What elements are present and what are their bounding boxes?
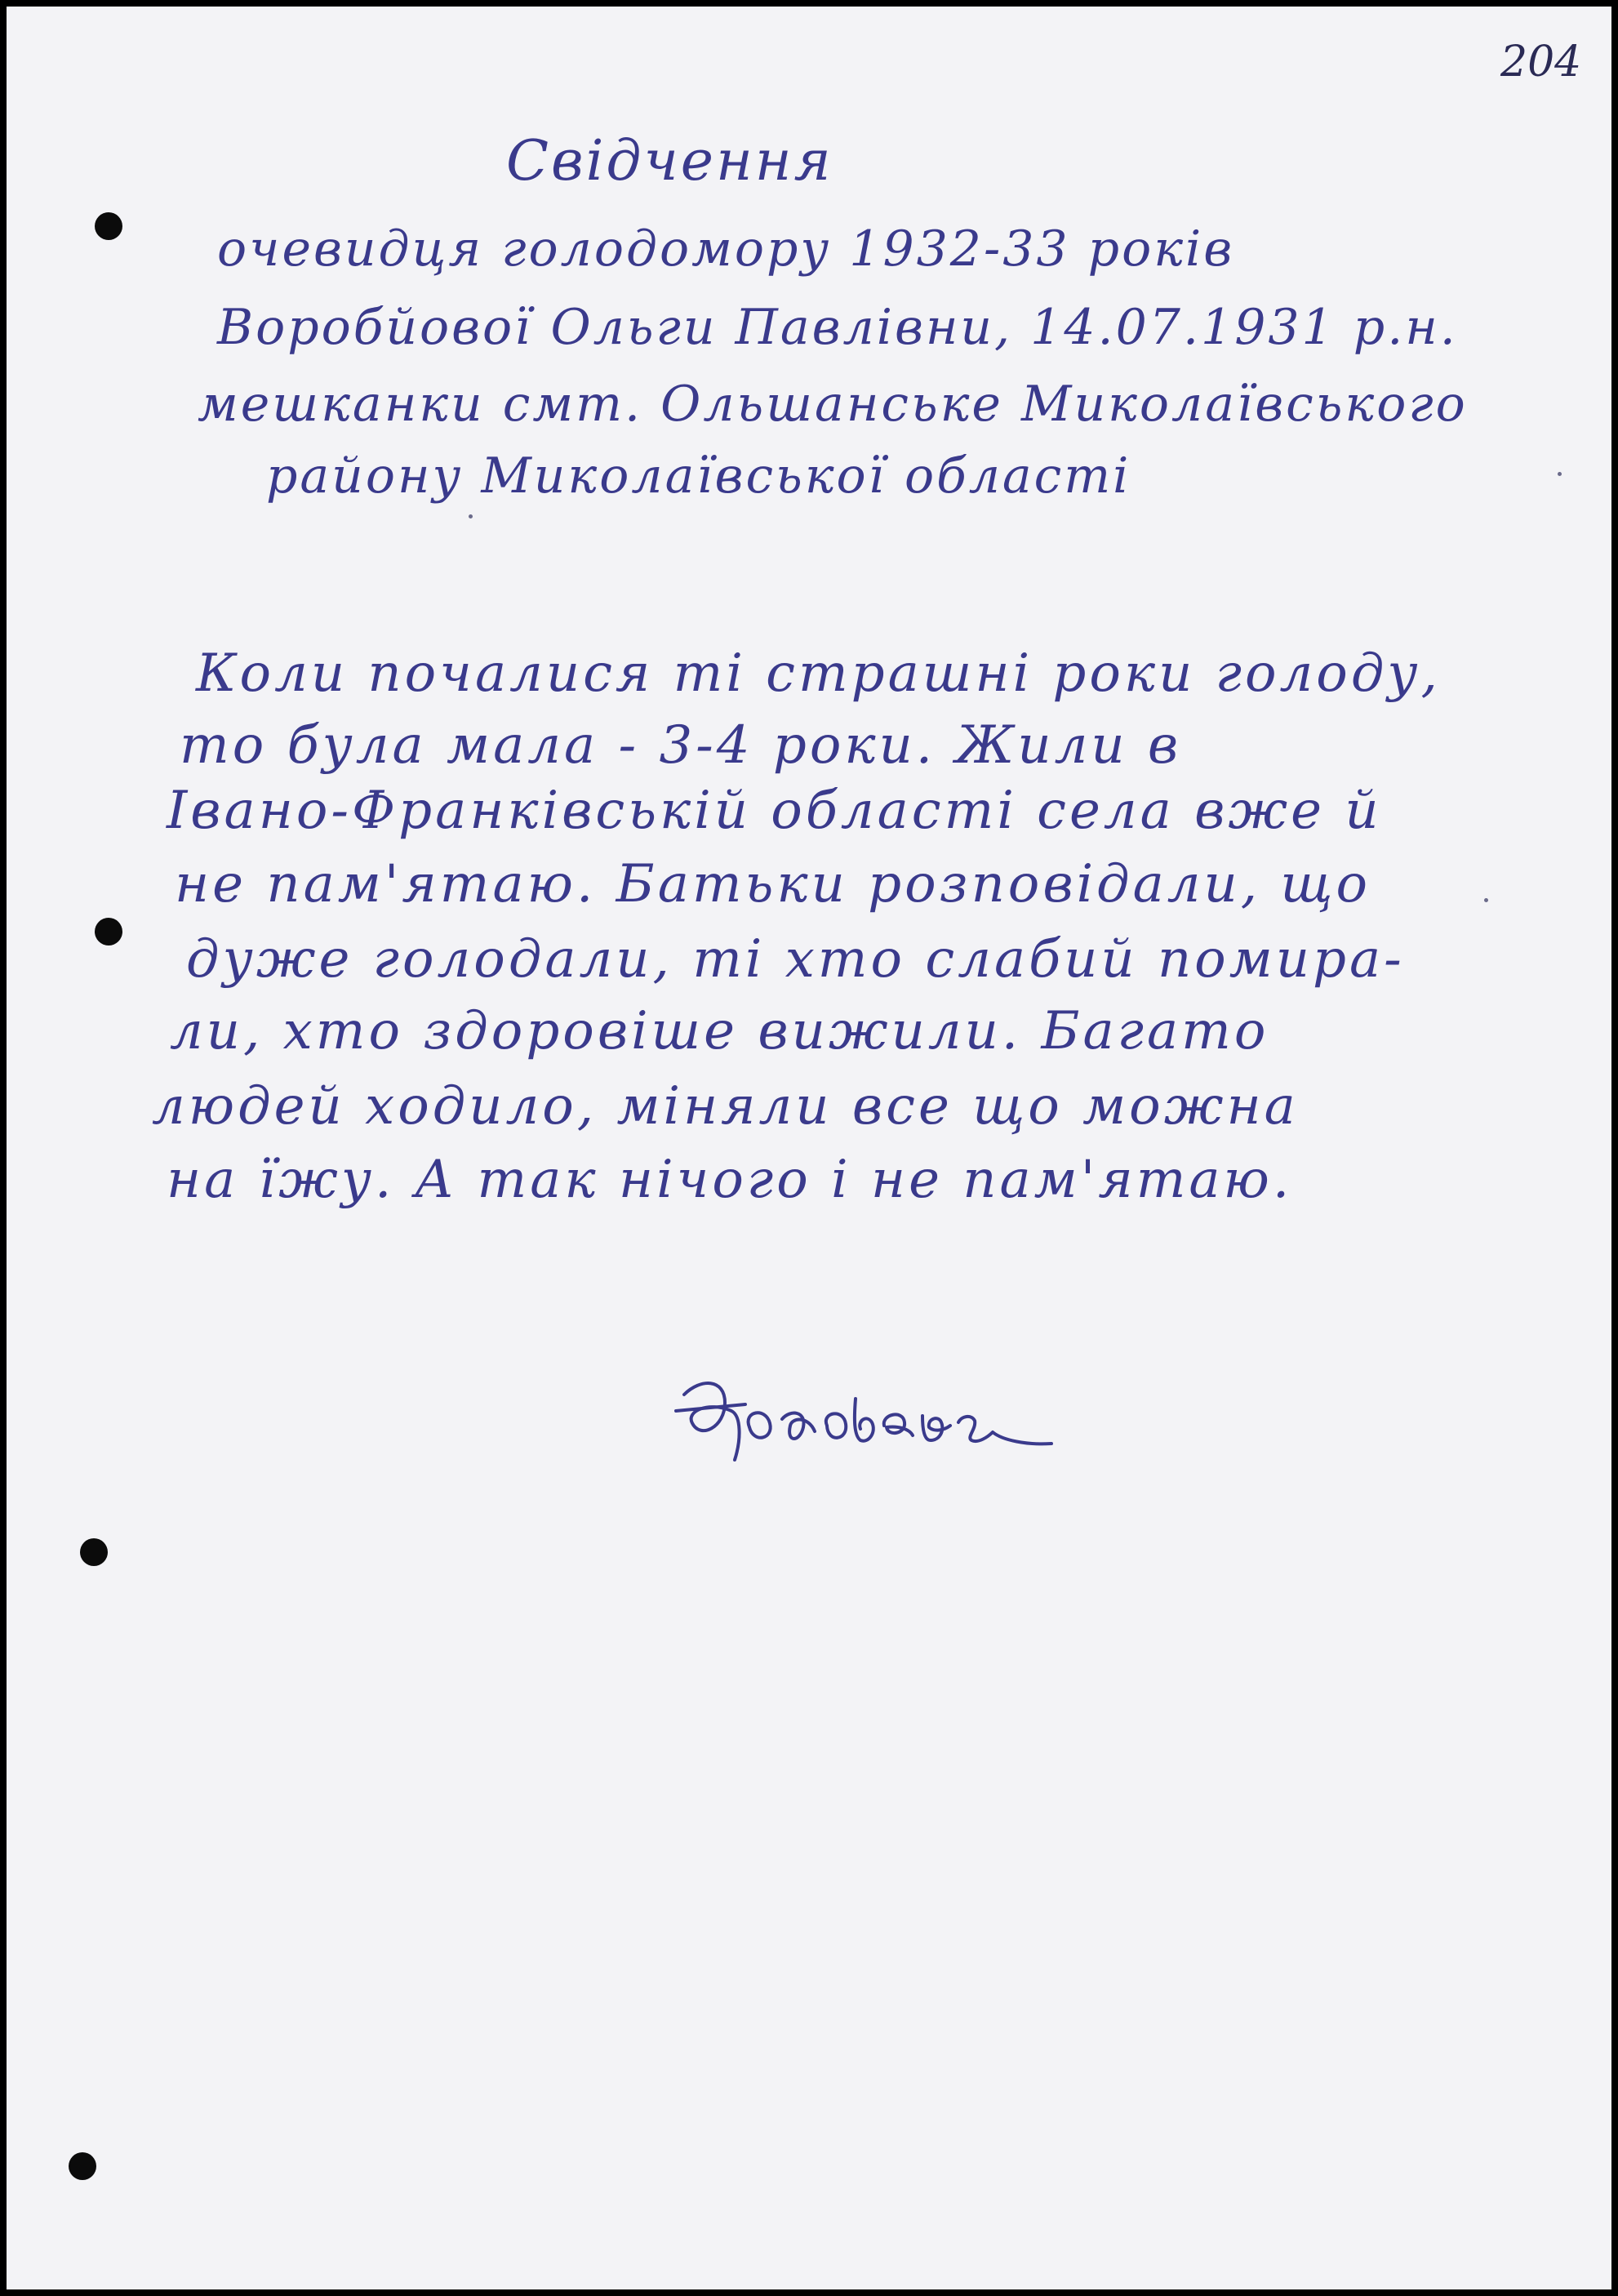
paper-speck — [469, 514, 473, 518]
body-line: людей ходило, міняли все що можна — [152, 1076, 1299, 1137]
header-line: очевидця голодомору 1932-33 років — [217, 220, 1235, 278]
punch-hole — [80, 1538, 108, 1566]
body-line: дуже голодали, ті хто слабий помира- — [186, 929, 1405, 990]
body-line: то була мала - 3-4 роки. Жили в — [180, 715, 1182, 776]
punch-hole — [95, 212, 122, 240]
signature — [668, 1362, 1060, 1484]
header-line: мешканки смт. Ольшанське Миколаївського — [198, 376, 1468, 433]
page-number: 204 — [1500, 38, 1582, 87]
body-line: Коли почалися ті страшні роки голоду, — [196, 643, 1441, 704]
document-page — [7, 7, 1611, 2289]
paper-speck — [1558, 472, 1562, 476]
body-line: ли, хто здоровіше вижили. Багато — [170, 1001, 1269, 1061]
document-title: Свідчення — [506, 129, 833, 194]
header-line: Воробйової Ольги Павлівни, 14.07.1931 р.н. — [217, 299, 1458, 356]
body-line: Івано-Франківській області села вже й — [167, 781, 1382, 841]
paper-speck — [1484, 898, 1488, 902]
punch-hole — [69, 2152, 96, 2180]
header-line: району Миколаївської області — [266, 447, 1131, 505]
body-line: на їжу. А так нічого і не пам'ятаю. — [167, 1150, 1293, 1210]
body-line: не пам'ятаю. Батьки розповідали, що — [175, 854, 1371, 914]
punch-hole — [95, 918, 122, 946]
